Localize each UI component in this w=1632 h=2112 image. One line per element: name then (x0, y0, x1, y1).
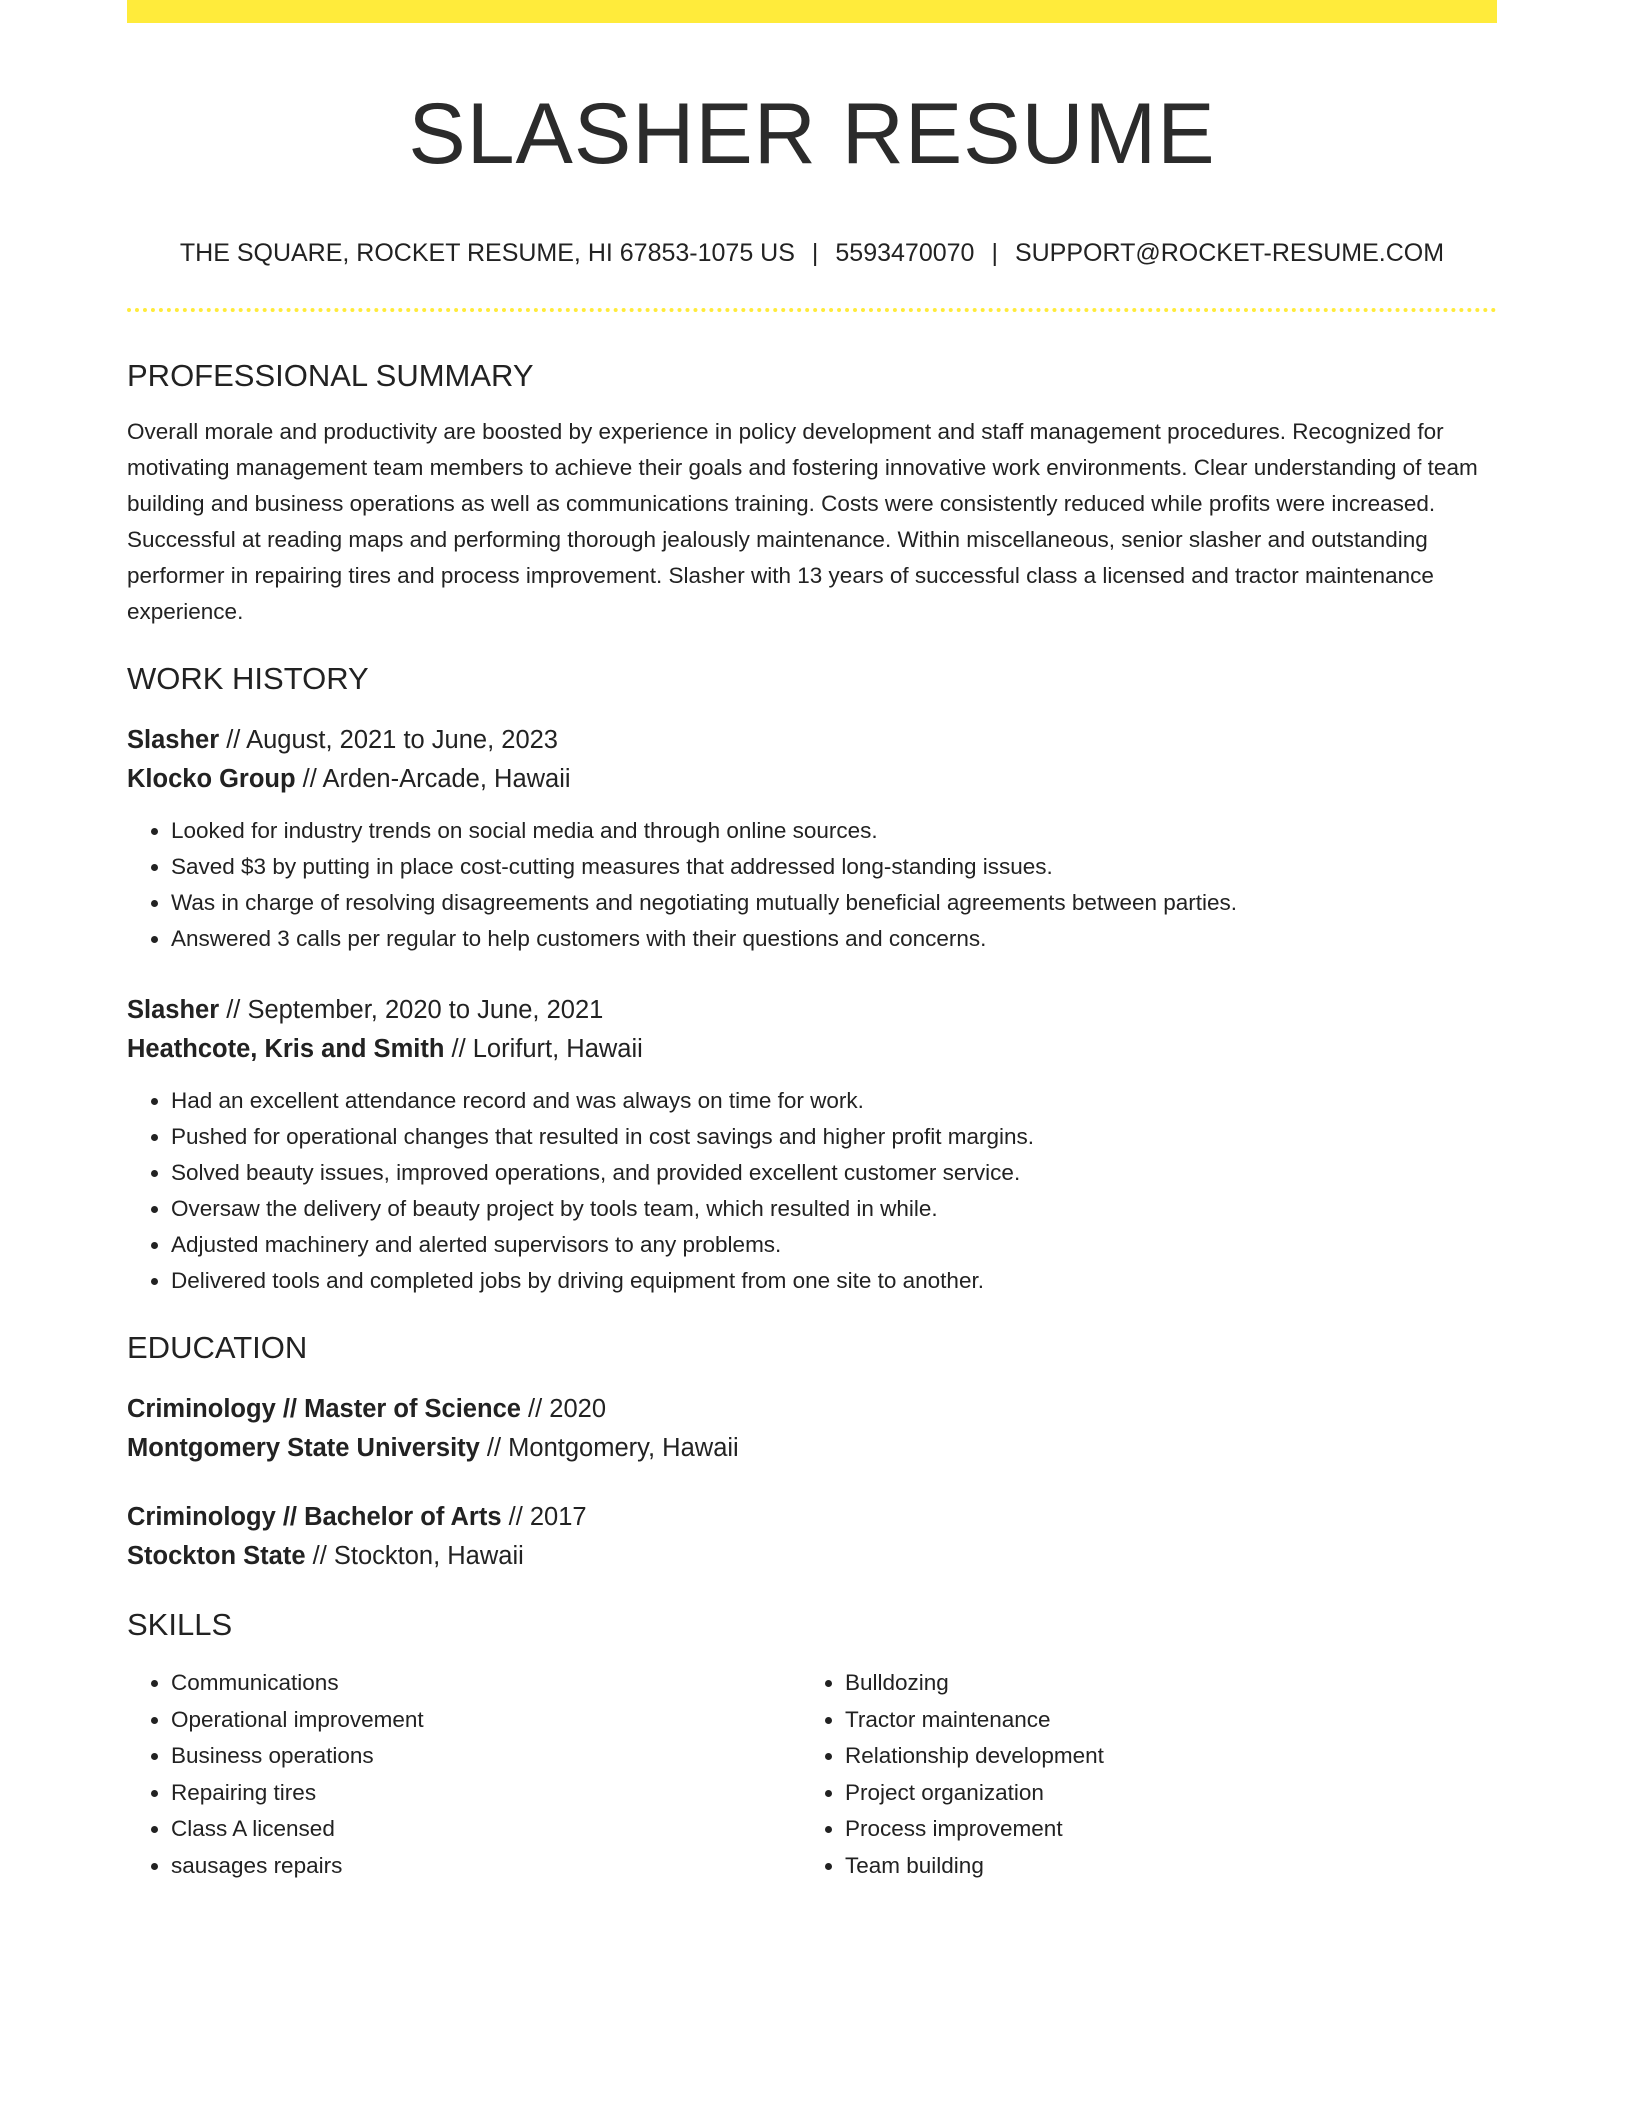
skills-list-right (801, 1665, 1485, 1884)
dotted-divider (127, 308, 1497, 312)
skill-item: • Project organization (845, 1775, 1485, 1812)
job-bullet: • Answered 3 calls per regular to help customers with their questions and concerns. (171, 921, 1497, 957)
skill-item: • Communications (171, 1665, 801, 1702)
skill-item: • Repairing tires (171, 1775, 801, 1812)
education-school: Montgomery State University (127, 1434, 480, 1463)
job-location: // Arden-Arcade, Hawaii (295, 764, 571, 793)
skill-item: • sausages repairs (171, 1848, 801, 1885)
job-company-line (127, 1030, 1497, 1069)
job-company: Heathcote, Kris and Smith (127, 1034, 445, 1063)
skills-heading: SKILLS (127, 1607, 233, 1643)
skill-item: • Relationship development (845, 1738, 1485, 1775)
education-degree-line (127, 1390, 1497, 1429)
education-school-line (127, 1537, 1497, 1576)
skill-item: • Tractor maintenance (845, 1702, 1485, 1739)
education-entry (127, 1390, 1497, 1468)
summary-text: Overall morale and productivity are boosted by experience in policy development and staff management procedures. Recognized for motivating management team members to achieve their goals and fostering innovative work environments. Clear understanding of team building and business operations as well as communications training. Costs were consistently reduced while profits were increased. Successful at reading maps and performing thorough jealously maintenance. Within miscellaneous, senior slasher and outstanding performer in repairing tires and process improvement. Slasher with 13 years of successful class a licensed and tractor maintenance experience. (127, 418, 1478, 624)
skill-item: • Process improvement (845, 1811, 1485, 1848)
work-history-heading: WORK HISTORY (127, 660, 369, 696)
resume-name: SLASHER RESUME (408, 86, 1216, 182)
job-title-line (127, 721, 1497, 760)
education-year: // 2017 (501, 1503, 587, 1532)
contact-phone: 5593470070 (835, 238, 975, 267)
job-location: // Lorifurt, Hawaii (444, 1034, 643, 1063)
skill-item: • Bulldozing (845, 1665, 1485, 1702)
top-accent-bar (127, 0, 1497, 23)
education-school-line (127, 1429, 1497, 1468)
job-bullet: • Adjusted machinery and alerted supervisors to any problems. (171, 1227, 1497, 1263)
job-title-line (127, 991, 1497, 1030)
job-bullet: • Delivered tools and completed jobs by driving equipment from one site to another. (171, 1263, 1497, 1299)
job-bullet: • Solved beauty issues, improved operations, and provided excellent customer service. (171, 1155, 1497, 1191)
education-location: // Montgomery, Hawaii (479, 1434, 739, 1463)
job-bullet: • Looked for industry trends on social media and through online sources. (171, 813, 1497, 849)
skill-item: • Team building (845, 1848, 1485, 1885)
contact-address: THE SQUARE, ROCKET RESUME, HI 67853-1075 US (179, 238, 795, 267)
job-company-line (127, 760, 1497, 799)
job-bullet: • Pushed for operational changes that resulted in cost savings and higher profit margins. (171, 1119, 1497, 1155)
job-bullets (127, 1083, 1497, 1299)
job-dates: // September, 2020 to June, 2021 (219, 995, 604, 1024)
job-bullet: • Saved $3 by putting in place cost-cutting measures that addressed long-standing issues. (171, 849, 1497, 885)
job-bullets (127, 813, 1497, 957)
education-degree: Criminology // Bachelor of Arts (127, 1503, 502, 1532)
education-degree: Criminology // Master of Science (127, 1395, 521, 1424)
contact-separator: | (991, 238, 998, 267)
job-company: Klocko Group (127, 764, 296, 793)
contact-line (127, 238, 1497, 268)
job-entry (127, 991, 1497, 1299)
resume-page (127, 0, 1497, 1884)
education-heading: EDUCATION (127, 1329, 308, 1365)
education-school: Stockton State (127, 1542, 306, 1571)
skill-item: • Business operations (171, 1738, 801, 1775)
education-location: // Stockton, Hawaii (305, 1542, 524, 1571)
contact-separator: | (811, 238, 819, 267)
skills-grid (127, 1665, 1497, 1884)
job-role: Slasher (127, 725, 220, 754)
skill-item: • Operational improvement (171, 1702, 801, 1739)
summary-heading: PROFESSIONAL SUMMARY (127, 357, 534, 393)
job-role: Slasher (127, 995, 220, 1024)
skill-item: • Class A licensed (171, 1811, 801, 1848)
contact-email: SUPPORT@ROCKET-RESUME.COM (1014, 238, 1445, 267)
job-entry (127, 721, 1497, 957)
education-entry (127, 1498, 1497, 1576)
job-bullet: • Oversaw the delivery of beauty project by tools team, which resulted in while. (171, 1191, 1497, 1227)
job-bullet: • Was in charge of resolving disagreements and negotiating mutually beneficial agreements between parties. (171, 885, 1497, 921)
skills-list-left (127, 1665, 801, 1884)
job-bullet: • Had an excellent attendance record and was always on time for work. (171, 1083, 1497, 1119)
education-degree-line (127, 1498, 1497, 1537)
education-year: // 2020 (520, 1395, 607, 1424)
job-dates: // August, 2021 to June, 2023 (219, 725, 558, 754)
